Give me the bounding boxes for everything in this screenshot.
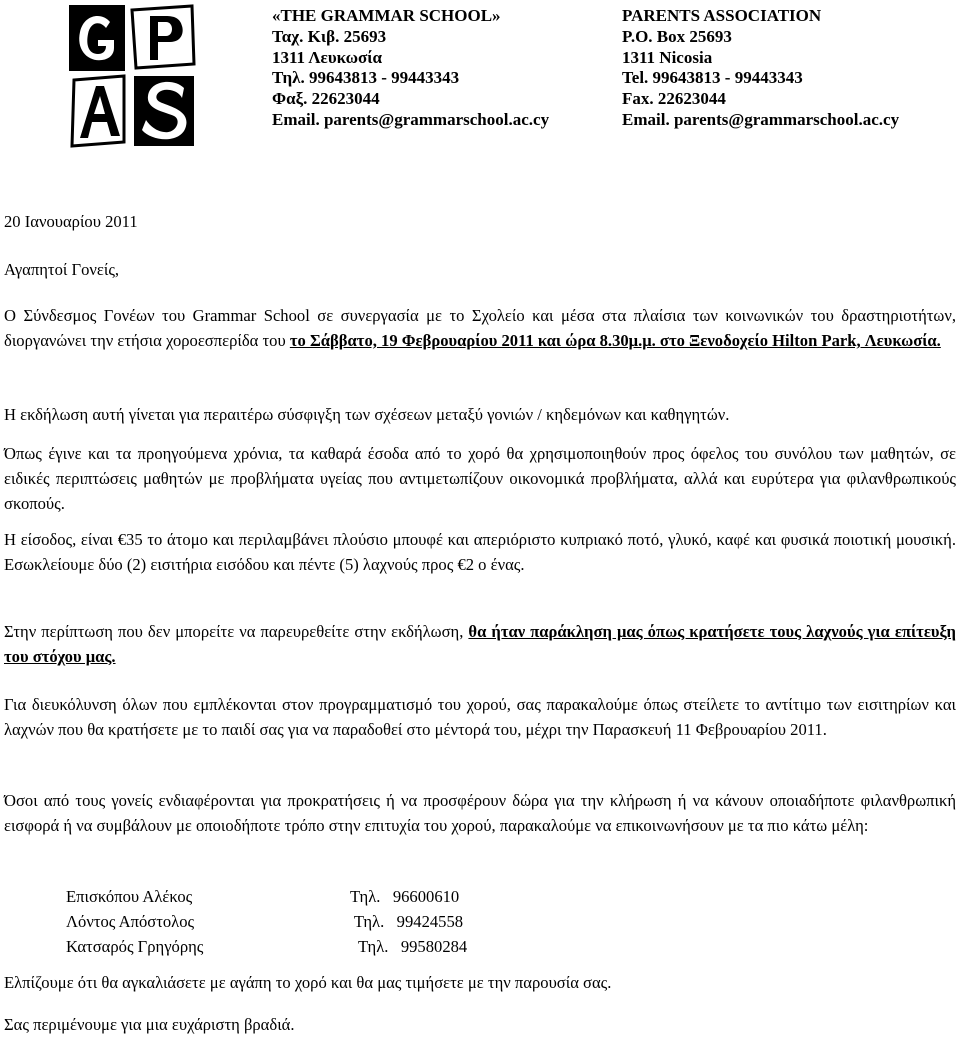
contact-name: Λόντος Απόστολος — [66, 912, 195, 931]
intro-paragraph — [4, 303, 956, 353]
event-details: το Σάββατο, 19 Φεβρουαρίου 2011 και ώρα 8.30μ.μ. στο Ξενοδοχείο Hilton Park, Λευκωσία. — [289, 331, 941, 350]
hope-line: Ελπίζουμε ότι θα αγκαλιάσετε με αγάπη το χορό και θα μας τιμήσετε με την παρουσία σας. — [4, 973, 612, 992]
grammar-school-pa-logo — [66, 2, 198, 150]
school-po-box: Ταχ. Κιβ. 25693 — [272, 26, 387, 46]
school-email: Email. parents@grammarschool.ac.cy — [272, 109, 550, 129]
logo-block-g — [69, 5, 125, 71]
school-fax: Φαξ. 22623044 — [272, 89, 380, 109]
contact-phone: Τηλ. 99424558 — [350, 912, 464, 931]
contact-phone: Τηλ. 99580284 — [350, 937, 468, 956]
absent-paragraph — [4, 619, 956, 669]
school-header — [272, 6, 549, 131]
association-po-box: P.O. Box 25693 — [622, 26, 732, 46]
contact-phone: Τηλ. 96600610 — [350, 887, 460, 906]
association-city: 1311 Nicosia — [622, 47, 713, 67]
proceeds-paragraph: Όπως έγινε και τα προηγούμενα χρόνια, τα καθαρά έσοδα από το χορό θα χρησιμοποιηθούν προς όφελος του συνόλου των μαθητών, σε ειδικές περιπτώσεις μαθητών με προβλήματα υγείας που αντιμετωπίζουν οικονομικά προβλήματα, αλλά και ευρύτερα για φιλανθρωπικούς σκοπούς. — [4, 444, 956, 513]
sponsors-paragraph: Όσοι από τους γονείς ενδιαφέρονται για προκρατήσεις ή να προσφέρουν δώρα για την κλήρωση ή να κάνουν οποιαδήποτε φιλανθρωπική εισφορά ή να συμβάλουν με οποιοδήποτε τρόπο στην επιτυχία του χορού, παρακαλούμε να επικοινωνήσουν με τα πιο κάτω μέλη: — [4, 791, 956, 835]
school-city: 1311 Λευκωσία — [272, 47, 383, 67]
association-name: PARENTS ASSOCIATION — [622, 6, 822, 25]
school-tel: Τηλ. 99643813 - 99443343 — [272, 68, 460, 88]
closing-line: Σας περιμένουμε για μια ευχάριστη βραδιά. — [4, 1015, 295, 1034]
letter-date: 20 Ιανουαρίου 2011 — [4, 212, 138, 231]
letter-salutation: Αγαπητοί Γονείς, — [4, 260, 120, 279]
association-header — [622, 6, 899, 131]
payment-paragraph: Για διευκόλυνση όλων που εμπλέκονται στον προγραμματισμό του χορού, σας παρακαλούμε όπως στείλετε το αντίτιμο των εισιτηρίων και λαχνών που θα κρατήσετε με το παιδί σας για να παραδοθεί στο μέντορά του, μέχρι την Παρασκευή 11 Φεβρουαρίου 2011. — [4, 695, 956, 739]
contact-name: Επισκόπου Αλέκος — [66, 887, 193, 906]
purpose-paragraph: Η εκδήλωση αυτή γίνεται για περαιτέρω σύσφιγξη των σχέσεων μεταξύ γονιών / κηδεμόνων και καθηγητών. — [4, 405, 730, 424]
entry-paragraph: Η είσοδος, είναι €35 το άτομο και περιλαμβάνει πλούσιο μπουφέ και απεριόριστο κυπριακό ποτό, γλυκό, καφέ και φυσικά ποιοτική μουσική. Εσωκλείουμε δύο (2) εισιτήρια εισόδου και πέντε (5) λαχνούς προς €2 ο ένας. — [4, 530, 956, 574]
association-fax: Fax. 22623044 — [622, 89, 726, 109]
absent-request: θα ήταν παράκληση μας όπως κρατήσετε τους λαχνούς για επίτευξη του στόχου μας. — [4, 622, 956, 666]
association-email: Email. parents@grammarschool.ac.cy — [622, 109, 900, 129]
absent-text: Στην περίπτωση που δεν μπορείτε να παρευρεθείτε στην εκδήλωση, — [4, 622, 469, 641]
intro-text: Ο Σύνδεσμος Γονέων του Grammar School σε συνεργασία με το Σχολείο και μέσα στα πλαίσια των κοινωνικών του δραστηριοτήτων, διοργανώνει την ετήσια χοροεσπερίδα του — [4, 306, 956, 350]
school-name: «THE GRAMMAR SCHOOL» — [272, 6, 501, 25]
association-tel: Tel. 99643813 - 99443343 — [622, 68, 803, 88]
contact-name: Κατσαρός Γρηγόρης — [66, 937, 204, 956]
